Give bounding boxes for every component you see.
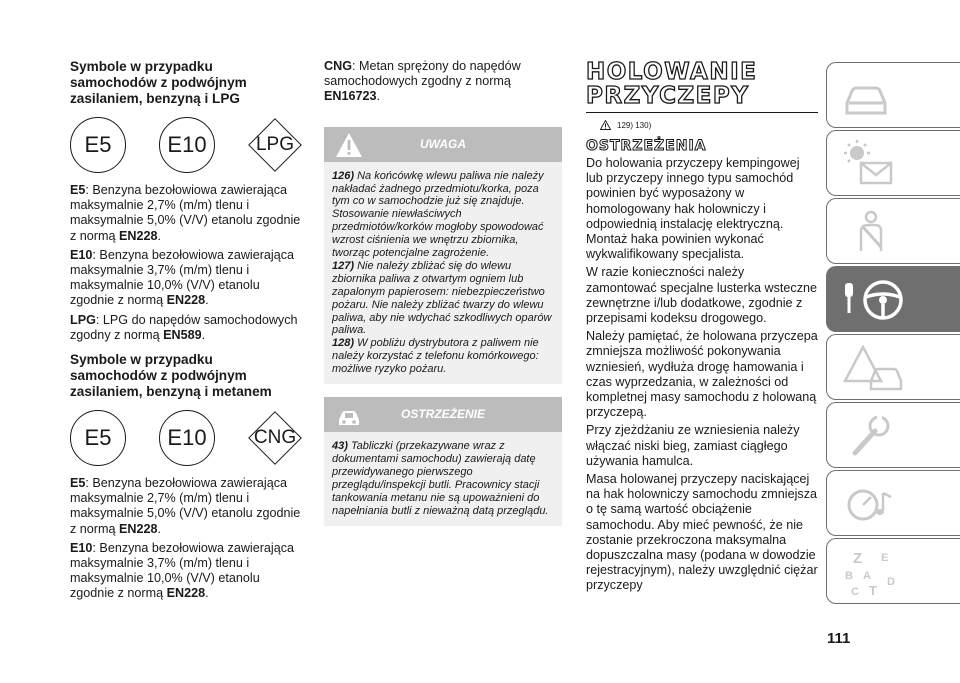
caution-box bbox=[324, 397, 562, 525]
wrench-icon bbox=[841, 409, 901, 463]
tab-starting-driving[interactable] bbox=[826, 266, 960, 332]
right-column bbox=[586, 0, 818, 594]
key-steering-wheel-icon bbox=[841, 273, 911, 327]
tab-car[interactable] bbox=[826, 62, 960, 128]
page-number: 111 bbox=[827, 630, 851, 647]
caution-item: 43) Tabliczki (przekazywane wraz z dokumentami samochodu) zawierają datę przewidywanego pierwszego przeglądu/inspekcji butli. Pracownicy stacji tankowania metanu nie są upoważnieni do napełniania butli z nieważną datą przeglądu. bbox=[332, 440, 549, 517]
warning-triangle-icon bbox=[600, 120, 611, 130]
body-paragraph: Przy zjeżdżaniu ze wzniesienia należy włączać niski bieg, zamiast ciągłego używania hamulca. bbox=[586, 423, 800, 468]
svg-text:A: A bbox=[863, 570, 871, 582]
warning-item: 128) W pobliżu dystrybutora z paliwem nie należy korzystać z telefonu komórkowego: możliwe ryzyko pożaru. bbox=[332, 337, 539, 376]
section-title: HOLOWANIE PRZYCZEPY bbox=[586, 59, 758, 109]
body-paragraph: Do holowania przyczepy kempingowej lub przyczepy innego typu samochód powinien być wyposażony w homologowany hak holowniczy i odpowiednią instalację elektryczną. Montaż haka powinien wykonać wykwalifikowany specjalista. bbox=[586, 156, 800, 262]
body-paragraph: Należy pamiętać, że holowana przyczepa zmniejsza możliwość pokonywania wzniesień, wydłuża drogę hamowania i czas wyprzedzania, w zależności od kompletnej masy samochodu z holowaną przyczepą. bbox=[586, 329, 818, 420]
lights-envelope-icon bbox=[841, 137, 901, 191]
caution-list bbox=[324, 432, 562, 525]
body-paragraph: Masa holowanej przyczepy naciskającej na hak holowniczy samochodu zmniejsza o tę samą wartość obciążenie samochodu. Aby mieć pewność, że nie zostanie przekroczona maksymalna dopuszczalna masy (podana w dowodzie rejestracyjnym), należy uwzględnić ciężar przyczepy bbox=[586, 472, 818, 593]
title-rule bbox=[586, 112, 818, 113]
warning-list bbox=[324, 162, 562, 385]
tab-lights[interactable] bbox=[826, 130, 960, 196]
e10-mark: E10 bbox=[159, 410, 215, 466]
cng-description: CNG: Metan sprężony do napędów samochodowych zgodny z normą EN16723. bbox=[324, 59, 521, 104]
reference-numbers: 129) 130) bbox=[617, 120, 652, 130]
heading-lpg-symbols: Symbole w przypadku samochodów z podwójnym zasilaniem, benzyną i LPG bbox=[70, 59, 247, 106]
left-column bbox=[70, 0, 302, 602]
fuel-marks-lpg bbox=[70, 117, 302, 173]
seatbelt-airbag-icon bbox=[841, 205, 901, 259]
e5-description: E5: Benzyna bezołowiowa zawierająca maksymalnie 2,7% (m/m) tlenu i maksymalnie 5,0% (V/V) etanolu zgodnie z normą EN228. bbox=[70, 183, 301, 243]
warning-box-header bbox=[324, 127, 562, 162]
e5-mark: E5 bbox=[70, 410, 126, 466]
gauge-music-icon bbox=[841, 477, 901, 531]
references bbox=[600, 120, 818, 130]
e10-description: E10: Benzyna bezołowiowa zawierająca maksymalnie 3,7% (m/m) tlenu i maksymalnie 10,0% (V/V) etanolu zgodnie z normą EN228. bbox=[70, 540, 295, 601]
e5-description: E5: Benzyna bezołowiowa zawierająca maksymalnie 2,7% (m/m) tlenu i maksymalnie 5,0% (V/V) etanolu zgodnie z normą EN228. bbox=[70, 476, 301, 536]
alphabet-index-icon bbox=[841, 545, 911, 599]
tab-maintenance[interactable] bbox=[826, 402, 960, 468]
svg-text:Z: Z bbox=[853, 550, 863, 567]
tab-index[interactable] bbox=[826, 538, 960, 604]
svg-text:C: C bbox=[851, 586, 859, 598]
e10-description: E10: Benzyna bezołowiowa zawierająca maksymalnie 3,7% (m/m) tlenu i maksymalnie 10,0% (V/V) etanolu zgodnie z normą EN228. bbox=[70, 247, 295, 308]
lpg-mark: LPG bbox=[248, 118, 302, 172]
warning-item: 126) Na końcówkę wlewu paliwa nie należy nakładać żadnego przedmiotu/korka, poza tym co w samochodzie już się znajduje. Stosowanie niewłaściwych przedmiotów/korków mogłoby spowodować wzrost ciśnienia we wnętrzu zbiornika, tworząc potencjalne zagrożenie. bbox=[332, 169, 544, 260]
caution-box-header bbox=[324, 397, 562, 432]
heading-cng-symbols: Symbole w przypadku samochodów z podwójnym zasilaniem, benzyną i metanem bbox=[70, 352, 272, 400]
caution-title: OSTRZEŻENIE bbox=[400, 407, 485, 422]
warning-item: 127) Nie należy zbliżać się do wlewu zbiornika paliwa z otwartym ogniem lub zapalonym papierosem: niebezpieczeństwo pożaru. Nie należy zbliżać twarzy do wlewu paliwa, aby nie wdychać szkodliwych oparów paliwa. bbox=[332, 259, 552, 337]
tab-safety[interactable] bbox=[826, 198, 960, 264]
svg-text:B: B bbox=[845, 570, 853, 582]
tab-technical-data[interactable] bbox=[826, 470, 960, 536]
e10-mark: E10 bbox=[159, 117, 215, 173]
warnings-subtitle: OSTRZEŻENIA bbox=[586, 138, 707, 154]
lpg-description: LPG: LPG do napędów samochodowych zgodny z normą EN589. bbox=[70, 312, 298, 342]
warning-title: UWAGA bbox=[420, 136, 466, 151]
middle-column bbox=[324, 0, 562, 526]
body-paragraph: W razie konieczności należy zamontować specjalne lusterka wsteczne zewnętrzne i/lub dodatkowe, zgodnie z przepisami kodeksu drogowego. bbox=[586, 265, 817, 326]
svg-text:D: D bbox=[887, 576, 895, 588]
e5-mark: E5 bbox=[70, 117, 126, 173]
svg-text:E: E bbox=[881, 552, 889, 564]
warning-triangle-car-icon bbox=[841, 341, 911, 395]
cng-mark: CNG bbox=[248, 411, 302, 465]
svg-text:T: T bbox=[869, 583, 877, 598]
fuel-marks-cng bbox=[70, 410, 302, 466]
car-icon bbox=[841, 69, 891, 123]
tab-emergency[interactable] bbox=[826, 334, 960, 400]
warning-box bbox=[324, 127, 562, 385]
